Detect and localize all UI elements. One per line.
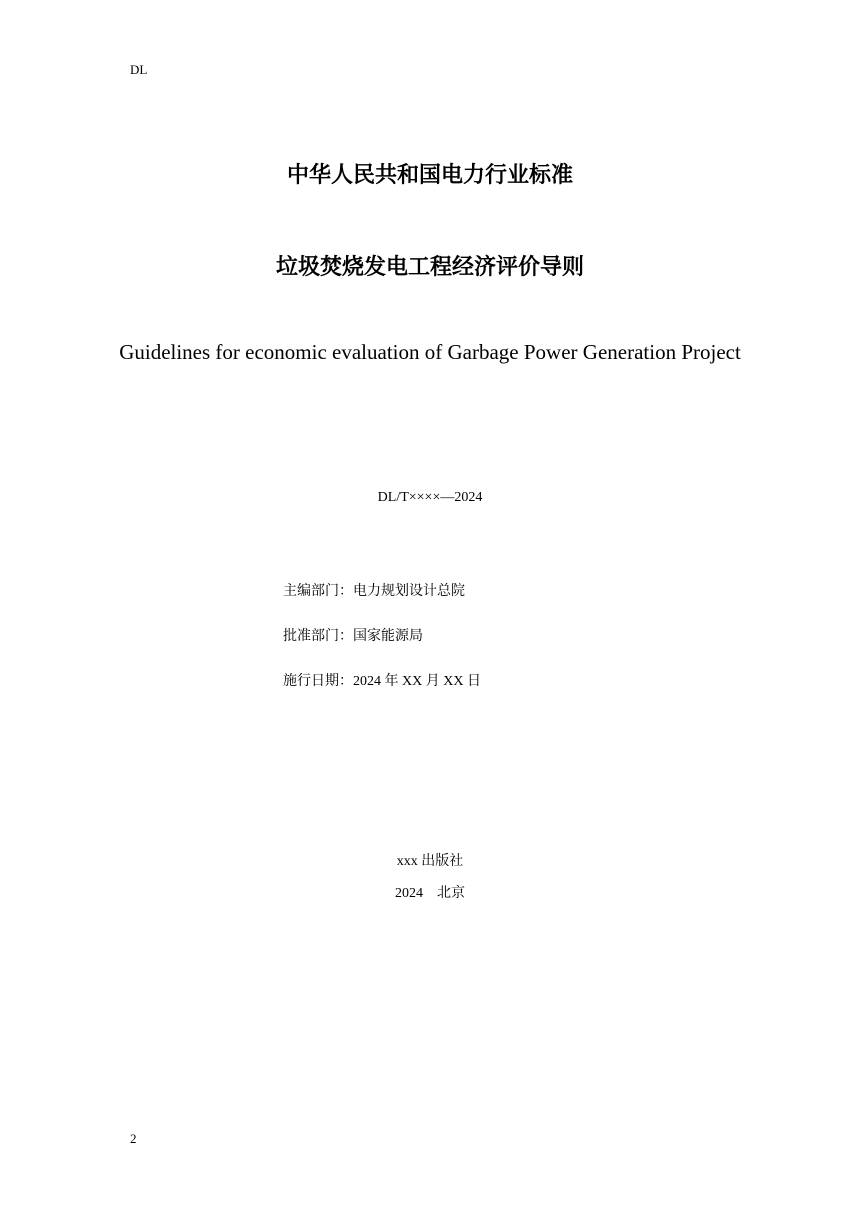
meta-effective-date: 施行日期：2024 年 XX 月 XX 日	[283, 674, 481, 689]
header-code: DL	[130, 62, 148, 77]
publisher-year-city: 2024 北京	[395, 886, 465, 901]
standard-number: DL/T××××—2024	[377, 490, 483, 505]
publisher-name: xxx 出版社	[396, 854, 464, 869]
meta-editor: 主编部门：电力规划设计总院	[283, 584, 465, 599]
page-number: 2	[130, 1131, 137, 1146]
title-main: 中华人民共和国电力行业标准	[286, 163, 573, 188]
meta-approver: 批准部门：国家能源局	[283, 629, 423, 644]
title-sub: 垃圾焚烧发电工程经济评价导则	[275, 255, 584, 280]
title-english: Guidelines for economic evaluation of Garbage Power Generation Project	[119, 340, 741, 364]
